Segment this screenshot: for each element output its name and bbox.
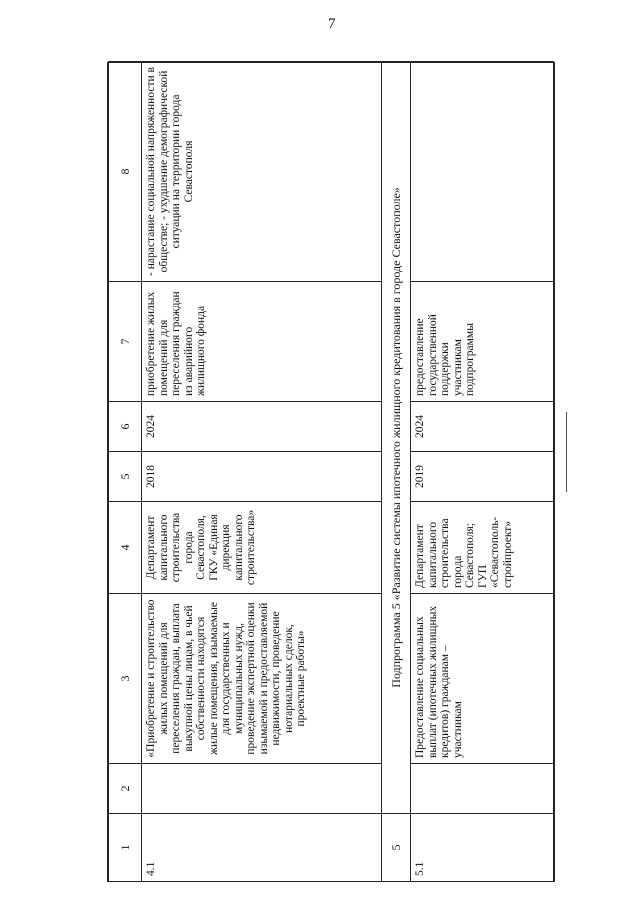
col-header-3: 3 — [109, 594, 142, 764]
end-year: 2024 — [142, 402, 382, 452]
table-frame — [107, 62, 555, 882]
start-year: 2018 — [142, 452, 382, 502]
program-table — [108, 61, 554, 882]
row-number: 4.1 — [142, 814, 382, 882]
col-header-8: 8 — [109, 62, 142, 282]
executor: Департамент капитального строительства города Севастополя, ГКУ «Единая дирекция капитального строительства» — [142, 502, 382, 594]
executor: Департамент капитального строительства города Севастополя; ГУП «Севастополь-стройпроект» — [411, 502, 554, 594]
subprogram-row — [382, 62, 411, 882]
rotated-table-container — [108, 62, 554, 882]
page-number: 7 — [328, 16, 336, 32]
subprogram-number: 5 — [382, 814, 411, 882]
row-number: 5.1 — [411, 814, 554, 882]
end-year: 2024 — [411, 402, 554, 452]
col-header-6: 6 — [109, 402, 142, 452]
expected-result: приобретение жилых помещений для переселения граждан из аварийного жилищного фонда — [142, 282, 382, 402]
header-row — [109, 62, 142, 882]
consequences: - нарастание социальной напряженности в обществе; - ухудшение демографической ситуации на территории города Севастополя — [142, 62, 382, 282]
col-header-5: 5 — [109, 452, 142, 502]
margin-line — [566, 412, 567, 492]
measure-name: Предоставление социальных выплат (ипотечных жилищных кредитов) гражданам –участникам — [411, 594, 554, 764]
table-row — [142, 62, 382, 882]
cell-col2 — [142, 764, 382, 814]
col-header-2: 2 — [109, 764, 142, 814]
measure-name: «Приобретение и строительство жилых помещений для переселения граждан, выплата выкупной цены лицам, в чьей собственности находятся жилые помещения, изымаемые для государственных и муниципальных нужд, проведение экспертной оценки изымаемой и предоставляемой недвижимости, проведение нотариальных сделок, проектные работы» — [142, 594, 382, 764]
start-year: 2019 — [411, 452, 554, 502]
col-header-7: 7 — [109, 282, 142, 402]
subprogram-title: Подпрограмма 5 «Развитие системы ипотечного жилищного кредитования в городе Севастополе» — [382, 62, 411, 814]
expected-result: предоставление государственной поддержки участникам подпрограммы — [411, 282, 554, 402]
table-row — [411, 62, 554, 882]
cell-col2 — [411, 764, 554, 814]
col-header-1: 1 — [109, 814, 142, 882]
consequences — [411, 62, 554, 282]
col-header-4: 4 — [109, 502, 142, 594]
